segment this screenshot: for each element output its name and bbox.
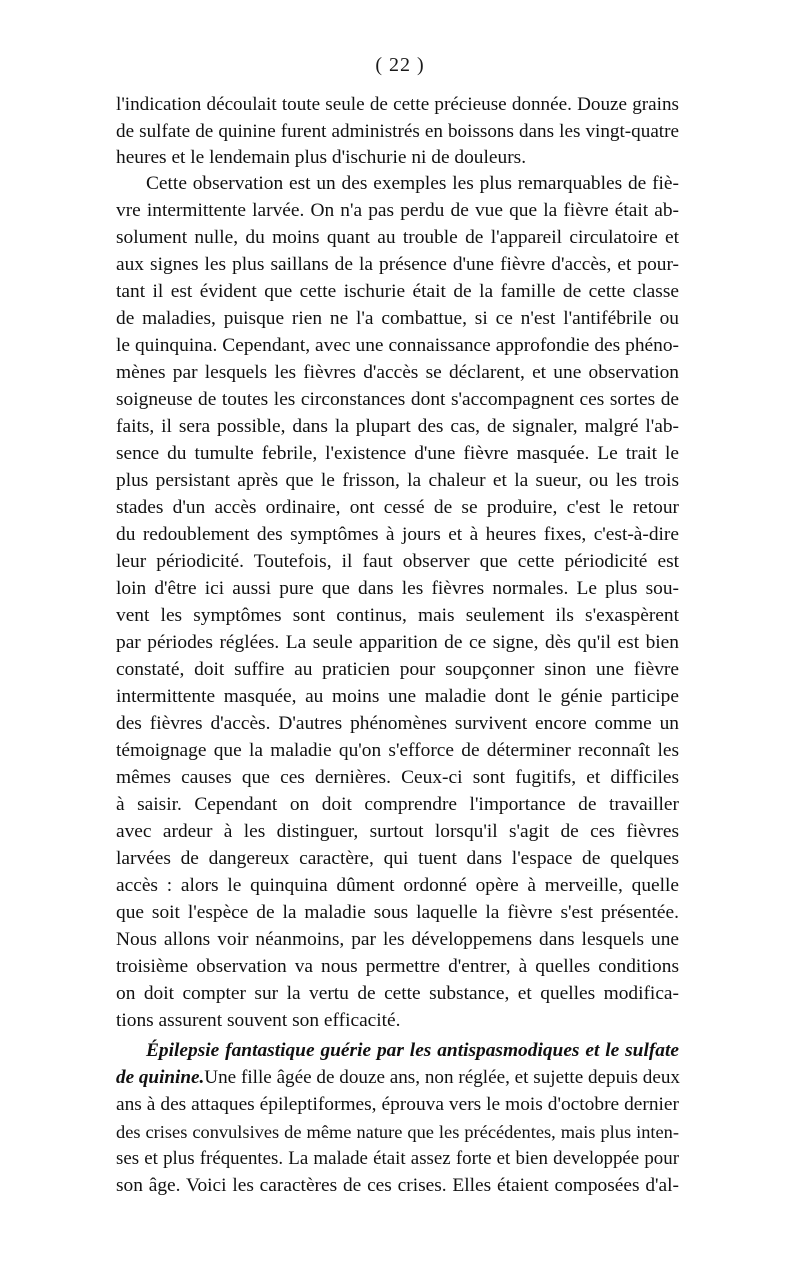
text-line: mêmes causes que ces dernières. Ceux-ci sont fugitifs, et difficiles: [116, 767, 679, 788]
text-line: on doit compter sur la vertu de cette substance, et quelles modifica-: [116, 983, 679, 1004]
text-line: vre intermittente larvée. On n'a pas perdu de vue que la fièvre était ab-: [116, 200, 679, 221]
text-line: sence du tumulte febrile, l'existence d'une fièvre masquée. Le trait le: [116, 443, 679, 464]
text-line: de sulfate de quinine furent administrés en boissons dans les vingt-quatre: [116, 121, 679, 142]
text-line: troisième observation va nous permettre d'entrer, à quelles conditions: [116, 956, 679, 977]
text-line: stades d'un accès ordinaire, ont cessé de se produire, c'est le retour: [116, 497, 679, 518]
text-line: leur périodicité. Toutefois, il faut observer que cette périodicité est: [116, 551, 679, 572]
text-line: l'indication découlait toute seule de cette précieuse donnée. Douze grains: [116, 94, 679, 115]
text-line: du redoublement des symptômes à jours et à heures fixes, c'est-à-dire: [116, 524, 679, 545]
text-line: loin d'être ici aussi pure que dans les fièvres normales. Le plus sou-: [116, 578, 679, 599]
text-line: des fièvres d'accès. D'autres phénomènes survivent encore comme un: [116, 713, 679, 734]
text-line: heures et le lendemain plus d'ischurie ni de douleurs.: [116, 147, 527, 168]
text-line: ans à des attaques épileptiformes, éprouva vers le mois d'octobre dernier: [116, 1094, 679, 1115]
text-line: accès : alors le quinquina dûment ordonné opère à merveille, quelle: [116, 875, 679, 896]
text-line: le quinquina. Cependant, avec une connaissance approfondie des phéno-: [116, 335, 679, 356]
text-line: par périodes réglées. La seule apparition de ce signe, dès qu'il est bien: [116, 632, 679, 653]
text-line: faits, il sera possible, dans la plupart des cas, de signaler, malgré l'ab-: [116, 416, 679, 437]
text-line: ses et plus fréquentes. La malade était assez forte et bien developpée pour: [116, 1148, 679, 1169]
text-line: plus persistant après que le frisson, la chaleur et la sueur, ou les trois: [116, 470, 679, 491]
text-line: solument nulle, du moins quant au trouble de l'appareil circulatoire et: [116, 227, 679, 248]
text-line: Nous allons voir néanmoins, par les développemens dans lesquels une: [116, 929, 679, 950]
text-line: tant il est évident que cette ischurie était de la famille de cette classe: [116, 281, 679, 302]
text-line: intermittente masquée, au moins une maladie dont le génie participe: [116, 686, 679, 707]
text-line: mènes par lesquels les fièvres d'accès se déclarent, et une observation: [116, 362, 679, 383]
text-line: constaté, doit suffire au praticien pour soupçonner sinon une fièvre: [116, 659, 679, 680]
text-line: vent les symptômes sont continus, mais seulement ils s'exaspèrent: [116, 605, 679, 626]
text-line: avec ardeur à les distinguer, surtout lorsqu'il s'agit de ces fièvres: [116, 821, 679, 842]
text-line: de quinine.Une fille âgée de douze ans, non réglée, et sujette depuis deux: [116, 1067, 680, 1088]
text-line: témoignage que la maladie qu'on s'efforce de déterminer reconnaît les: [116, 740, 679, 761]
text-line: son âge. Voici les caractères de ces crises. Elles étaient composées d'al-: [116, 1175, 679, 1196]
text-line: Cette observation est un des exemples les plus remarquables de fiè-: [146, 173, 679, 194]
page-number: ( 22 ): [375, 54, 425, 76]
text-line: aux signes les plus saillans de la présence d'une fièvre d'accès, et pour-: [116, 254, 679, 275]
text-line: de maladies, puisque rien ne l'a combattue, si ce n'est l'antifébrile ou: [116, 308, 679, 329]
text-line: à saisir. Cependant on doit comprendre l'importance de travailler: [116, 794, 679, 815]
section-heading-line: Épilepsie fantastique guérie par les antispasmodiques et le sulfate: [146, 1040, 679, 1061]
text-line: des crises convulsives de même nature que les précédentes, mais plus inten-: [116, 1122, 679, 1142]
text-line: larvées de dangereux caractère, qui tuent dans l'espace de quelques: [116, 848, 679, 869]
text-line: tions assurent souvent son efficacité.: [116, 1010, 401, 1031]
text-line: que soit l'espèce de la maladie sous laquelle la fièvre s'est présentée.: [116, 902, 679, 923]
text-line: soigneuse de toutes les circonstances dont s'accompagnent ces sortes de: [116, 389, 679, 410]
